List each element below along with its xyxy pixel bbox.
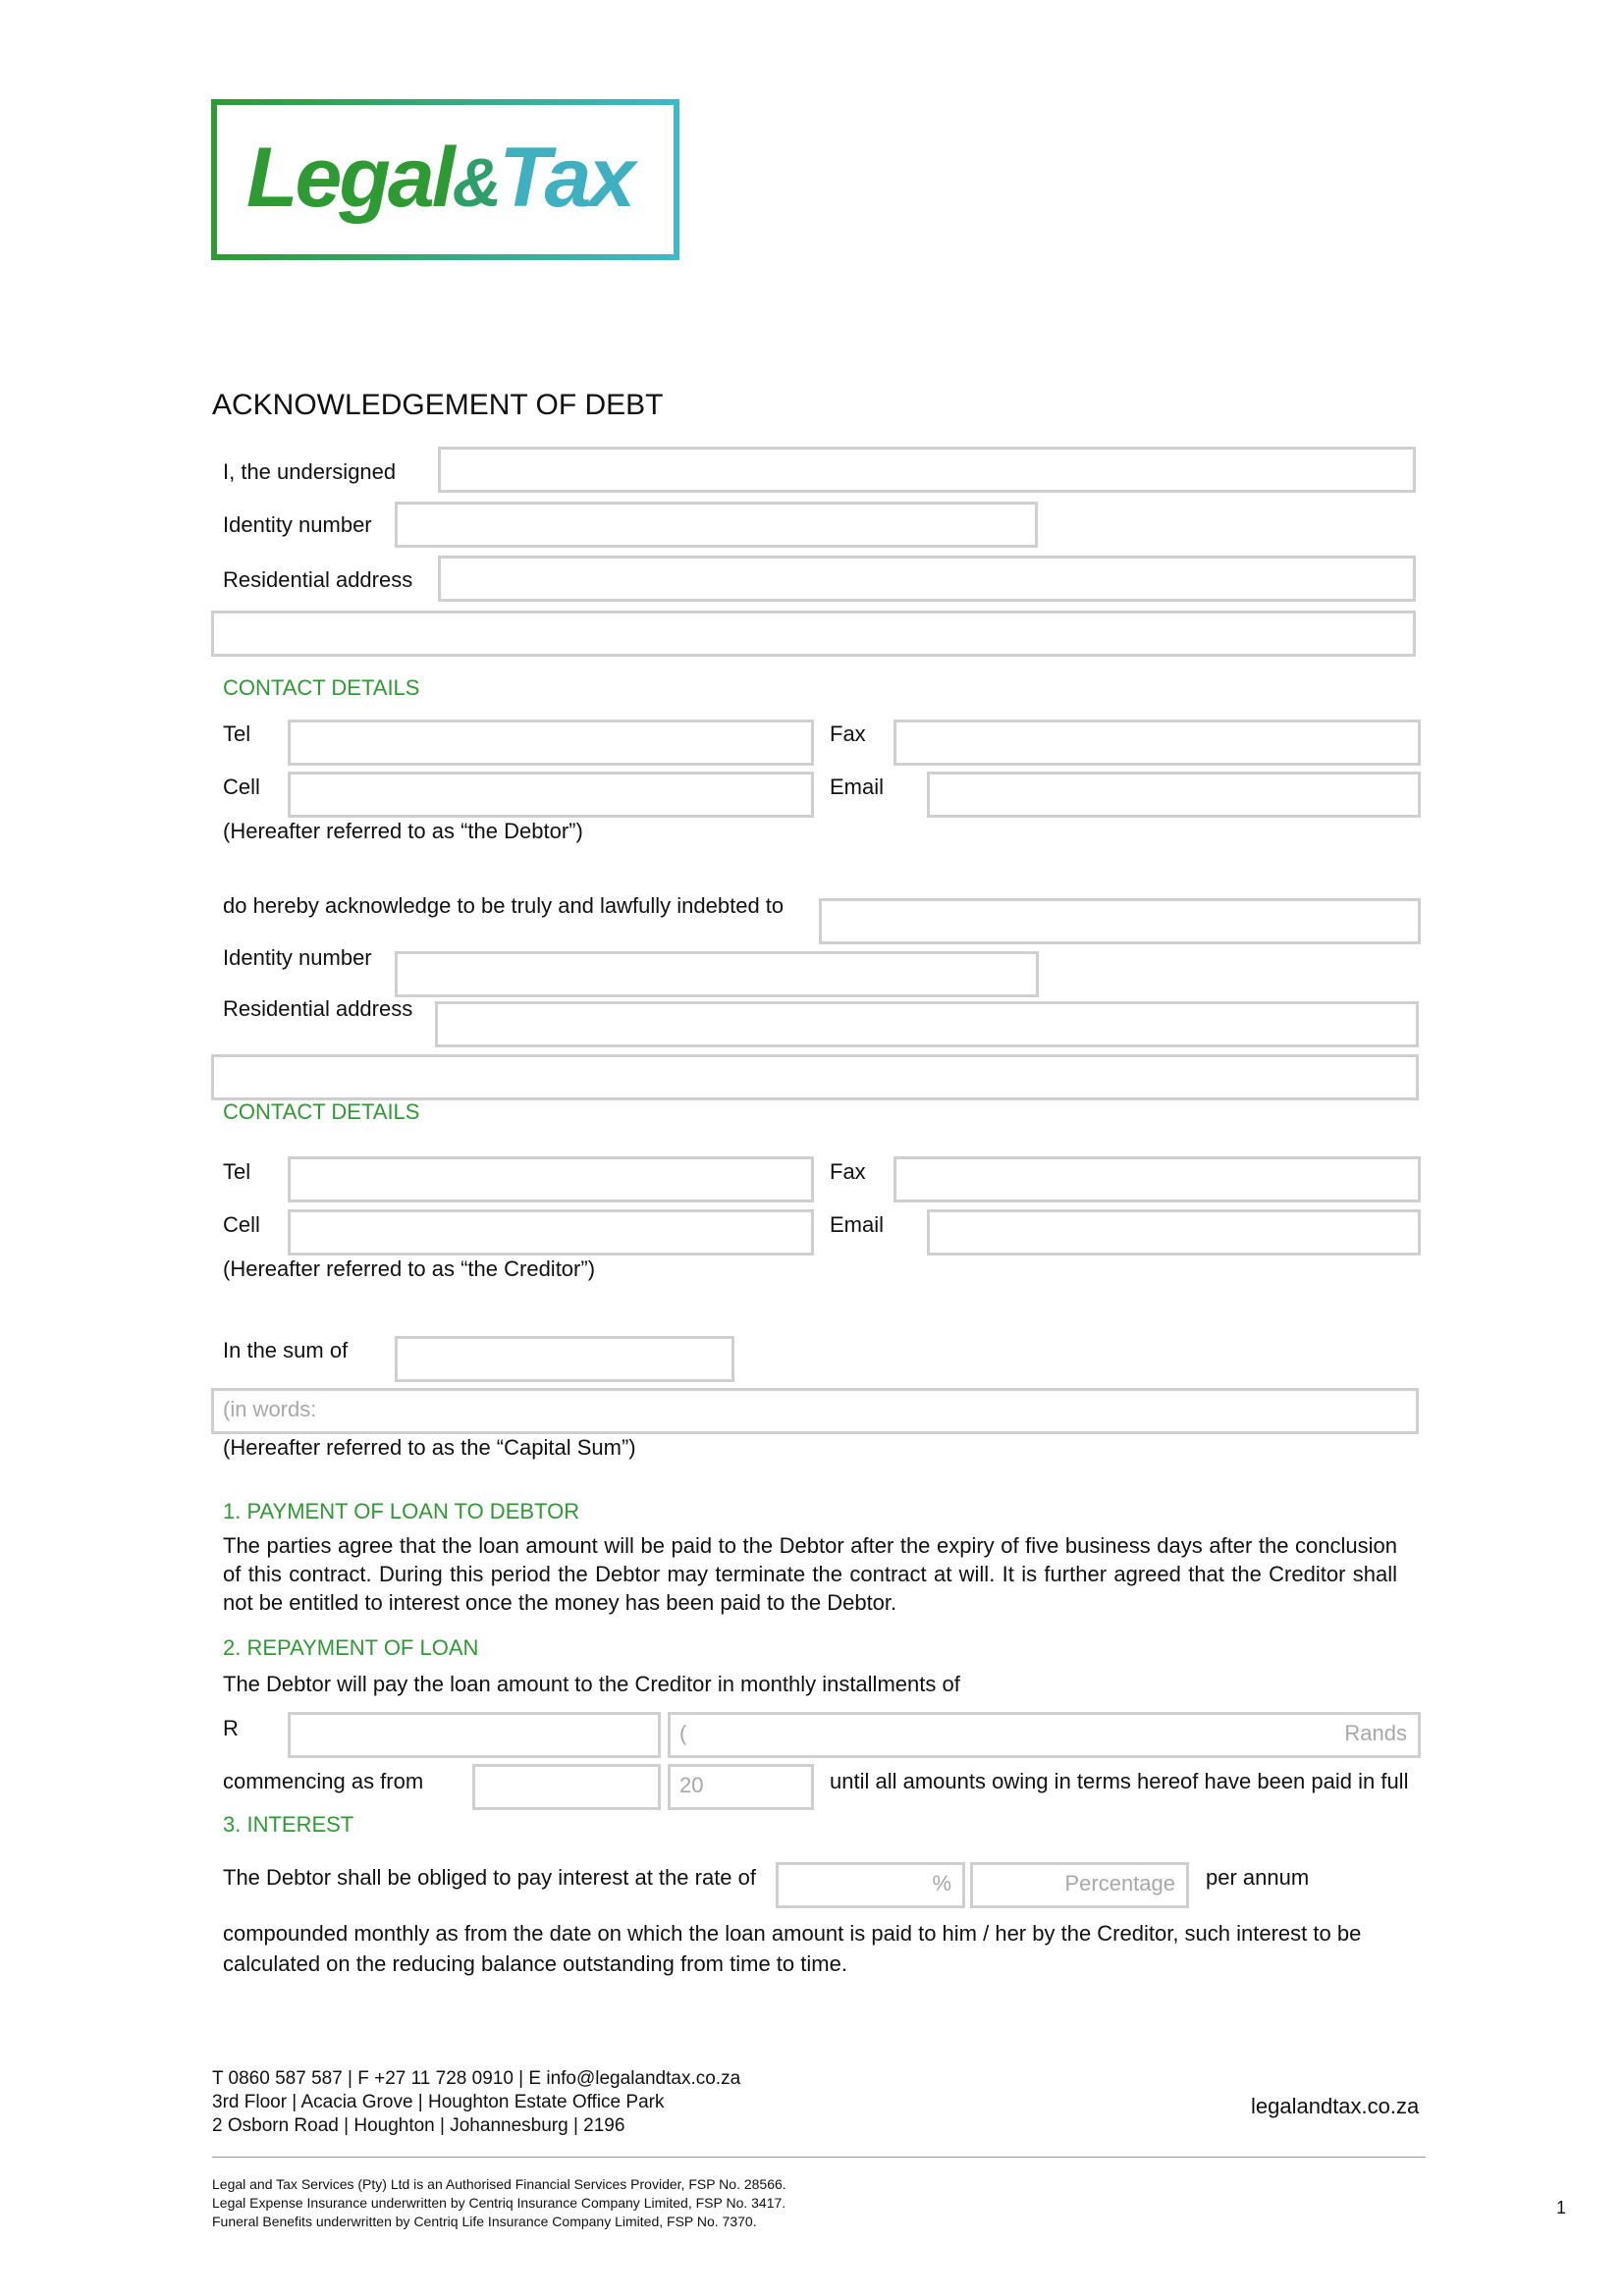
creditor-name-field[interactable]: [819, 898, 1421, 944]
footer-legal-line3: Funeral Benefits underwritten by Centriq Life Insurance Company Limited, FSP No. 7370.: [212, 2214, 757, 2229]
creditor-address-field[interactable]: [435, 1001, 1419, 1047]
footer-legal-line2: Legal Expense Insurance underwritten by Centriq Insurance Company Limited, FSP No. 3417.: [212, 2195, 786, 2211]
logo-text-tax: Tax: [499, 131, 633, 225]
creditor-email-field[interactable]: [927, 1209, 1421, 1255]
creditor-fax-label: Fax: [830, 1159, 866, 1184]
debtor-hereafter: (Hereafter referred to as “the Debtor”): [223, 819, 583, 843]
debtor-cell-field[interactable]: [288, 772, 814, 818]
company-logo: [211, 99, 679, 260]
creditor-cell-field[interactable]: [288, 1209, 814, 1255]
capital-sum-hereafter: (Hereafter referred to as the “Capital Sum”): [223, 1435, 636, 1460]
debtor-tel-label: Tel: [223, 721, 251, 746]
section1-heading: 1. PAYMENT OF LOAN TO DEBTOR: [223, 1499, 580, 1523]
creditor-fax-field[interactable]: [893, 1156, 1421, 1202]
year-placeholder: 20: [679, 1773, 704, 1797]
percent-sign: %: [932, 1871, 951, 1896]
footer-address-line1: 3rd Floor | Acacia Grove | Houghton Estate Office Park: [212, 2092, 665, 2112]
debtor-cell-label: Cell: [223, 774, 260, 799]
debtor-fax-label: Fax: [830, 721, 866, 746]
installment-amount-field[interactable]: [288, 1712, 661, 1758]
footer-website-link[interactable]: legalandtax.co.za: [1251, 2094, 1420, 2118]
creditor-email-label: Email: [830, 1212, 885, 1237]
creditor-contact-heading: CONTACT DETAILS: [223, 1099, 420, 1124]
interest-rate-field[interactable]: [776, 1862, 965, 1908]
creditor-id-field[interactable]: [395, 951, 1039, 997]
per-annum-label: per annum: [1206, 1865, 1310, 1890]
installment-words-field[interactable]: [668, 1712, 1421, 1758]
creditor-hereafter: (Hereafter referred to as “the Creditor”): [223, 1256, 596, 1281]
creditor-address-field-line2[interactable]: [211, 1054, 1419, 1100]
debtor-id-field[interactable]: [395, 502, 1038, 548]
creditor-cell-label: Cell: [223, 1212, 260, 1237]
interest-rate-label: The Debtor shall be obliged to pay interest at the rate of: [223, 1865, 756, 1890]
undersigned-label: I, the undersigned: [223, 459, 397, 484]
debtor-id-label: Identity number: [223, 512, 372, 537]
debtor-address-label: Residential address: [223, 567, 413, 592]
debtor-fax-field[interactable]: [893, 720, 1421, 766]
footer-legal-line1: Legal and Tax Services (Pty) Ltd is an Authorised Financial Services Provider, FSP No. 28566.: [212, 2176, 786, 2192]
commencing-date-field[interactable]: [472, 1764, 661, 1810]
commencing-label: commencing as from: [223, 1769, 424, 1793]
section3-heading: 3. INTEREST: [223, 1812, 354, 1837]
debtor-email-field[interactable]: [927, 772, 1421, 818]
creditor-tel-field[interactable]: [288, 1156, 814, 1202]
sum-label: In the sum of: [223, 1338, 349, 1362]
debtor-name-field[interactable]: [438, 447, 1416, 493]
until-text: until all amounts owing in terms hereof have been paid in full: [830, 1769, 1409, 1793]
logo-ampersand: &: [452, 144, 500, 221]
page-number: 1: [1556, 2198, 1567, 2217]
section2-heading: 2. REPAYMENT OF LOAN: [223, 1635, 479, 1660]
creditor-tel-label: Tel: [223, 1159, 251, 1184]
debtor-address-field[interactable]: [438, 556, 1416, 602]
section2-intro: The Debtor will pay the loan amount to the Creditor in monthly installments of: [223, 1672, 960, 1696]
debtor-address-field-line2[interactable]: [211, 611, 1416, 657]
document-title: ACKNOWLEDGEMENT OF DEBT: [212, 389, 664, 421]
debtor-contact-heading: CONTACT DETAILS: [223, 675, 420, 700]
installment-words-open: (: [679, 1721, 687, 1745]
acknowledge-label: do hereby acknowledge to be truly and lawfully indebted to: [223, 893, 785, 918]
debtor-email-label: Email: [830, 774, 885, 799]
footer-contact-line: T 0860 587 587 | F +27 11 728 0910 | E info@legalandtax.co.za: [212, 2068, 741, 2089]
sum-amount-field[interactable]: [395, 1336, 734, 1382]
footer-address-line2: 2 Osborn Road | Houghton | Johannesburg | 2196: [212, 2115, 625, 2136]
commencing-year-field[interactable]: [668, 1764, 814, 1810]
currency-label: R: [223, 1716, 239, 1740]
logo-text-legal: Legal: [246, 131, 453, 225]
creditor-id-label: Identity number: [223, 945, 372, 970]
installment-words-unit: Rands: [1344, 1721, 1407, 1745]
interest-rate-words-field[interactable]: [970, 1862, 1189, 1908]
section1-body: The parties agree that the loan amount will be paid to the Debtor after the expiry of five business days after the conclusion of this contract. During this period the Debtor may terminate the contract at will. It is further agreed that the Creditor shall not be entitled to interest once the money has been paid to the Debtor.: [223, 1533, 1397, 1615]
percentage-placeholder: Percentage: [1064, 1871, 1175, 1896]
sum-words-placeholder: (in words:: [223, 1397, 317, 1421]
sum-words-field[interactable]: [211, 1388, 1419, 1434]
debtor-tel-field[interactable]: [288, 720, 814, 766]
footer-divider: [212, 2157, 1426, 2158]
creditor-address-label: Residential address: [223, 996, 413, 1021]
logo-wordmark: [246, 129, 632, 232]
section3-body: compounded monthly as from the date on which the loan amount is paid to him / her by the Creditor, such interest to be calculated on the reducing balance outstanding from time to time.: [223, 1921, 1362, 1976]
